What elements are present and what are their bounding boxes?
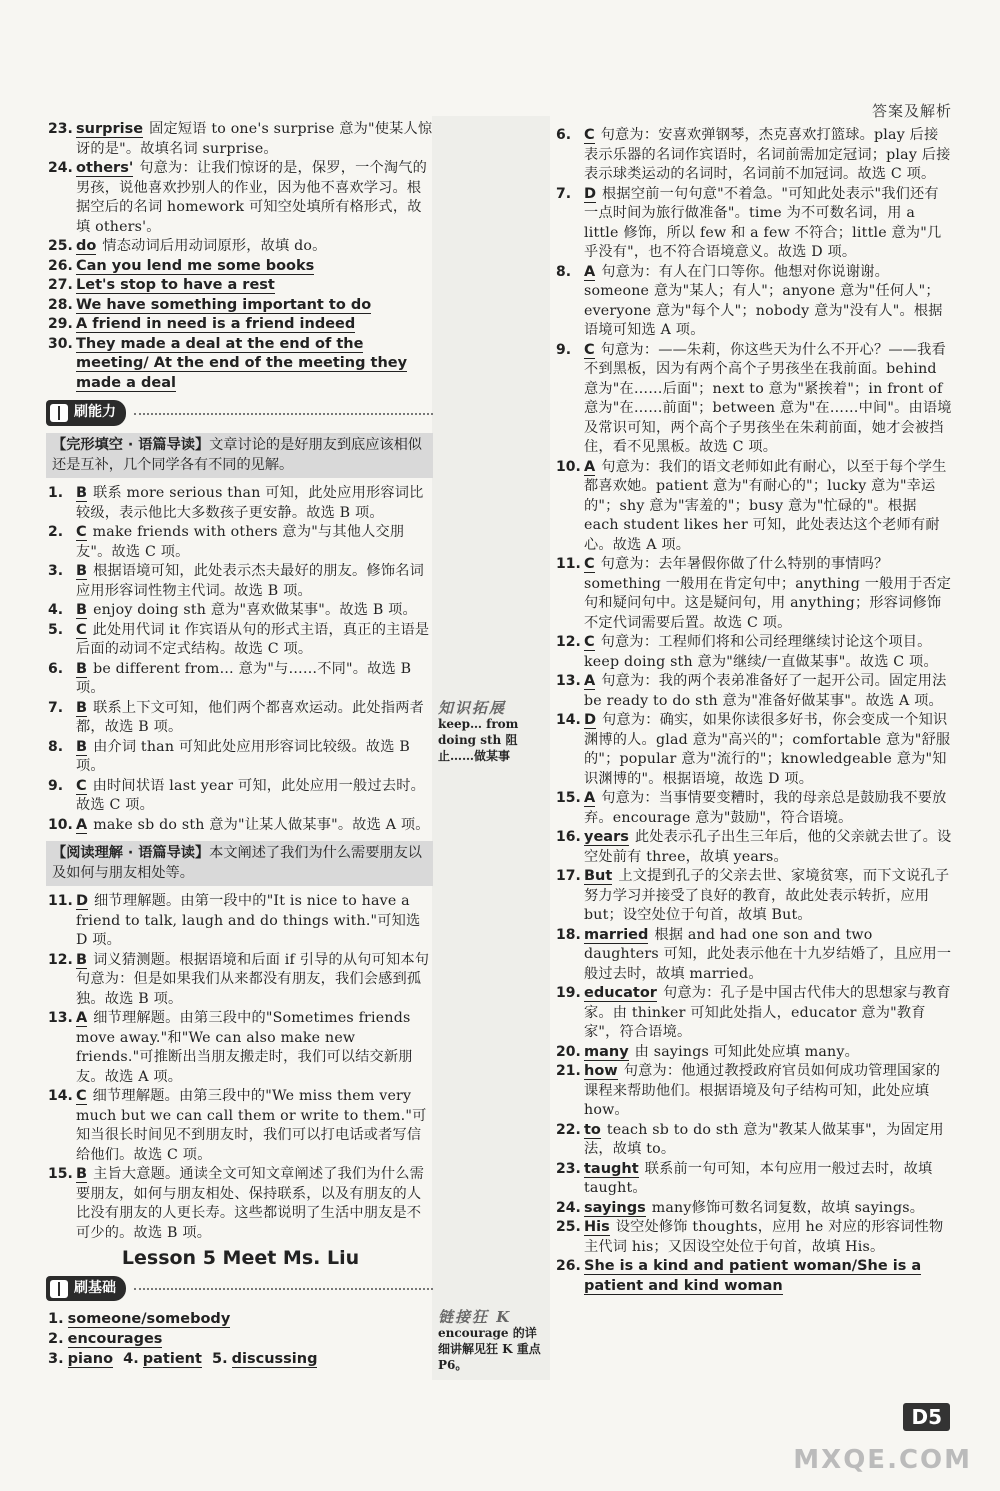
answer-key: D [76, 893, 89, 909]
answer-key: B [76, 738, 88, 755]
answer-number: 10. [48, 816, 73, 833]
answer-item [48, 1009, 433, 1087]
answer-number: 15. [48, 1166, 73, 1182]
answers-right [556, 126, 952, 1296]
answer-key: Can you lend me some books [76, 257, 315, 274]
answer-number: 4. [123, 1350, 139, 1367]
answer-explanation: 句意为：安喜欢弹钢琴，杰克喜欢打篮球。play 后接表示乐器的名词作宾语时，名词前需加定冠词；play 后接表示球类运动的名词时，名词前不加冠词。故选 C 项。 [584, 127, 951, 182]
answer-key: educator [584, 985, 657, 1001]
basic-tag [46, 1276, 126, 1302]
basic-label: 刷基础 [74, 1279, 116, 1296]
ability-tag [46, 400, 126, 426]
answer-key: D [584, 712, 597, 728]
answer-item [556, 1199, 952, 1219]
answer-text: someone/somebody [67, 1310, 231, 1327]
cloze-answers [48, 484, 433, 835]
section-ability-banner [46, 399, 433, 427]
answer-item [48, 237, 433, 257]
answer-key: married [584, 926, 649, 943]
answer-item [48, 120, 433, 159]
answer-explanation: 句意为：当事情要变糟时，我的母亲总是鼓励我不要放弃。encourage 意为"鼓励"，符合语境。 [584, 790, 947, 826]
answer-key: D [584, 185, 597, 202]
answer-explanation: 根据语境可知，此处表示杰夫最好的朋友。修饰名词应用形容词性物主代词。故选 B 项。 [76, 563, 424, 599]
answer-explanation: 由 sayings 可知此处应填 many。 [634, 1043, 859, 1060]
answer-number: 9. [556, 341, 572, 358]
answer-number: 19. [556, 985, 581, 1001]
answer-key: Let's stop to have a rest [76, 277, 275, 293]
answer-explanation: 情态动词后用动词原形，故填 do。 [102, 238, 327, 254]
answer-key: years [584, 829, 629, 845]
answer-item [48, 601, 433, 621]
reading-guide-title: 【阅读理解 · 语篇导读】 [52, 845, 210, 861]
answer-number: 8. [48, 738, 64, 755]
answer-number: 26. [48, 257, 73, 274]
answer-explanation: 句意为：工程师们将和公司经理继续讨论这个项目。keep doing sth 意为"继续/一直做某事"。故选 C 项。 [584, 634, 938, 670]
answer-key: But [584, 868, 613, 884]
answer-number: 3. [48, 1350, 64, 1367]
answer-explanation: 句意为：孔子是中国古代伟大的思想家与教育家。由 thinker 可知此处指人，educator 意为"教育家"，符合语境。 [584, 985, 951, 1040]
answer-key: We have something important to do [76, 296, 372, 313]
answer-key: C [584, 556, 595, 572]
answer-item [48, 276, 433, 296]
page-header: 答案及解析 [871, 102, 952, 120]
answer-key: C [584, 127, 595, 143]
answer-key: B [76, 699, 88, 716]
book-icon [50, 1280, 68, 1298]
answer-item [556, 1160, 952, 1199]
answer-number: 1. [48, 1310, 64, 1327]
answer-key: A [584, 673, 596, 689]
answer-number: 25. [556, 1219, 581, 1235]
answer-text: discussing [231, 1350, 318, 1367]
answer-key: how [584, 1063, 618, 1079]
ability-label: 刷能力 [74, 404, 116, 421]
cloze-guide-text: 文章讨论的是好朋友到底应该相似还是互补，几个同学各有不同的见解。 [52, 437, 422, 473]
answer-number: 24. [556, 1199, 581, 1216]
answer-number: 1. [48, 485, 64, 501]
answer-number: 3. [48, 563, 64, 579]
left-column [48, 120, 433, 1369]
answer-key: B [76, 485, 88, 501]
middle-notes [438, 700, 548, 1373]
answer-item [48, 816, 433, 836]
answer-explanation: 句意为：确实，如果你读很多好书，你会变成一个知识渊博的人。glad 意为"高兴的"；comfortable 意为"舒服的"；popular 意为"流行的"；knowledgeable 意为"知识渊博的"。根据语境，故选 D 项。 [584, 712, 951, 787]
answer-explanation: 联系前一句可知，本句应用一般过去时，故填 taught。 [584, 1160, 933, 1196]
answer-text: patient [142, 1350, 202, 1367]
answer-item [556, 633, 952, 672]
answer-explanation: 根据 and had one son and two daughters 可知，此处表示他在十九岁结婚了，且应用一般过去时，故填 married。 [584, 926, 952, 982]
answer-item [556, 126, 952, 185]
answer-explanation: teach sb to do sth 意为"教某人做某事"，为固定用法，故填 to。 [584, 1121, 944, 1157]
answer-explanation: 此处用代词 it 作宾语从句的形式主语，真正的主语是后面的动词不定式结构。故选 C 项。 [76, 621, 430, 657]
answer-item [48, 1087, 433, 1165]
answer-number: 16. [556, 829, 581, 845]
answer-explanation: 句意为：——朱莉，你这些天为什么不开心？——我看不到黑板，因为有两个高个子男孩坐在我前面。behind 意为"在……后面"；next to 意为"紧挨着"；in front of 意为"在……前面"；between 意为"在……中间"。由语境及常识可知，两个高个子男孩坐在朱莉前面，她才会被挡住，看不见黑板。故选 C 项。 [584, 341, 952, 455]
answer-key: sayings [584, 1199, 646, 1216]
answer-item [48, 1165, 433, 1243]
answer-explanation: 句意为：他通过教授政府官员如何成功管理国家的课程来帮助他们。根据语境及句子结构可知，此处应填 how。 [584, 1063, 941, 1118]
answer-number: 11. [556, 556, 581, 572]
answer-number: 2. [48, 524, 64, 540]
basic-answers [48, 1309, 433, 1369]
answer-explanation: 主旨大意题。通读全文可知文章阐述了我们为什么需要朋友，如何与朋友相处、保持联系，以及有朋友的人比没有朋友的人更长寿。这些都说明了生活中朋友是不可少的。故选 B 项。 [76, 1166, 424, 1241]
answer-key: A [584, 263, 596, 280]
answer-item [48, 738, 433, 777]
answer-explanation: 细节理解题。由第三段中的"We miss them very much but we can call them or write to them."可知当很长时间见不到朋友时，我们可以打电话或者写信给他们。故选 C 项。 [76, 1088, 427, 1163]
answer-item [556, 341, 952, 458]
answer-number: 22. [556, 1121, 581, 1138]
answer-explanation: make sb do sth 意为"让某人做某事"。故选 A 项。 [93, 816, 430, 833]
answer-key: A [584, 790, 596, 806]
answer-key: She is a kind and patient woman/She is a patient and kind woman [584, 1258, 922, 1294]
answer-explanation: 句意为：我们的语文老师如此有耐心，以至于每个学生都喜欢她。patient 意为"有耐心的"；lucky 意为"幸运的"；shy 意为"害羞的"；busy 意为"忙碌的"。根据 each student likes her 可知，此处表达这个老师有耐心。故选 A 项。 [584, 458, 947, 553]
answer-number: 7. [556, 185, 572, 202]
answer-number: 10. [556, 458, 581, 475]
answer-number: 12. [48, 951, 73, 968]
answer-number: 14. [556, 712, 581, 728]
watermark: MXQE.COM [793, 1445, 972, 1475]
answer-item [48, 523, 433, 562]
answer-explanation: 固定短语 to one's surprise 意为"使某人惊讶的是"。故填名词 surprise。 [76, 121, 433, 157]
answer-number: 7. [48, 699, 64, 716]
answer-item [48, 296, 433, 316]
answer-text: piano [67, 1350, 114, 1367]
answer-item [556, 185, 952, 263]
answer-number: 6. [556, 127, 572, 143]
answer-item [556, 1062, 952, 1121]
answer-number: 4. [48, 602, 64, 618]
answer-number: 20. [556, 1043, 581, 1060]
answer-number: 23. [556, 1160, 581, 1177]
answer-item [48, 159, 433, 237]
answer-number: 13. [48, 1010, 73, 1026]
reading-answers [48, 892, 433, 1243]
answer-explanation: 由介词 than 可知此处应用形容词比较级。故选 B 项。 [76, 738, 411, 774]
cloze-guide [46, 433, 433, 478]
book-icon [50, 404, 68, 422]
link-note [438, 1309, 548, 1373]
answer-key: B [76, 602, 88, 618]
knowledge-note [438, 700, 548, 764]
answer-key: C [584, 341, 595, 358]
answer-item [48, 484, 433, 523]
answer-number: 29. [48, 316, 73, 332]
basic-answer-row [48, 1309, 433, 1329]
answer-number: 24. [48, 160, 73, 176]
answer-number: 5. [48, 621, 64, 638]
section-basic-banner [46, 1275, 433, 1303]
answer-key: C [76, 1088, 87, 1104]
knowledge-text: keep… from doing sth 阻止……做某事 [438, 717, 519, 763]
answer-item [48, 951, 433, 1010]
answer-key: C [76, 777, 87, 794]
answer-number: 17. [556, 868, 581, 884]
page-number: D5 [903, 1403, 950, 1431]
answer-item [48, 660, 433, 699]
answer-number: 28. [48, 296, 73, 313]
answers-23-30 [48, 120, 433, 393]
answer-explanation: 联系 more serious than 可知，此处应用形容词比较级，表示他比大多数孩子更安静。故选 B 项。 [76, 485, 424, 521]
answer-key: C [76, 524, 87, 540]
answer-key: B [76, 563, 88, 579]
answer-key: others' [76, 160, 134, 176]
answer-explanation: make friends with others 意为"与其他人交朋友"。故选 C 项。 [76, 524, 405, 560]
answer-key: C [584, 634, 595, 650]
answer-item [48, 699, 433, 738]
answer-explanation: 联系上下文可知，他们两个都喜欢运动。此处指两者都，故选 B 项。 [76, 699, 424, 735]
answer-item [48, 257, 433, 277]
answer-key: A [76, 1010, 88, 1026]
answer-item [48, 562, 433, 601]
answer-item [48, 335, 433, 394]
answer-explanation: enjoy doing sth 意为"喜欢做某事"。故选 B 项。 [93, 602, 417, 618]
answer-item [48, 777, 433, 816]
knowledge-title: 知识拓展 [438, 699, 507, 717]
answer-item [556, 1043, 952, 1063]
banner-divider [134, 412, 433, 415]
link-text: encourage 的详细讲解见狂 K 重点 P6。 [438, 1326, 541, 1372]
answer-item [556, 263, 952, 341]
answer-number: 2. [48, 1330, 64, 1347]
answer-explanation: 此处表示孔子出生三年后，他的父亲就去世了。设空处前有 three，故填 years。 [584, 829, 952, 865]
answer-explanation: 句意为：让我们惊讶的是，保罗，一个淘气的男孩，说他喜欢抄别人的作业，因为他不喜欢学习。根据空后的名词 homework 可知空处填所有格形式，故填 others'。 [76, 160, 428, 235]
answer-explanation: 设空处修饰 thoughts，应用 he 对应的形容词性物主代词 his；又因设空处位于句首，故填 His。 [584, 1219, 944, 1255]
right-column [556, 126, 952, 1296]
answer-item [556, 555, 952, 633]
answer-key: taught [584, 1160, 639, 1177]
basic-answer-row [48, 1349, 433, 1369]
reading-guide-text: 本文阐述了我们为什么需要朋友以及如何与朋友相处等。 [52, 845, 422, 881]
answer-number: 26. [556, 1258, 581, 1274]
lesson-title: Lesson 5 Meet Ms. Liu [121, 1247, 360, 1269]
answer-item [556, 867, 952, 926]
answer-explanation: 句意为：有人在门口等你。他想对你说谢谢。someone 意为"某人；有人"；anyone 意为"任何人"；everyone 意为"每个人"；nobody 意为"没有人"。根据语境可知选 A 项。 [584, 263, 943, 338]
answer-item [556, 458, 952, 556]
answer-item [48, 315, 433, 335]
answer-item [48, 892, 433, 951]
answer-number: 8. [556, 263, 572, 280]
answer-item [556, 984, 952, 1043]
answer-number: 15. [556, 790, 581, 806]
answer-key: B [76, 660, 88, 677]
answer-explanation: be different from… 意为"与……不同"。故选 B 项。 [76, 660, 412, 696]
answer-number: 13. [556, 673, 581, 689]
answer-explanation: 句意为：去年暑假你做了什么特别的事情吗？something 一般用在肯定句中；anything 一般用于否定句和疑问句中。这是疑问句，用 anything；形容词修饰不定代词需要后置。故选 C 项。 [584, 556, 952, 631]
answer-key: C [76, 621, 87, 638]
reading-guide [46, 841, 433, 886]
answer-number: 25. [48, 238, 73, 254]
answer-explanation: many修饰可数名词复数，故填 sayings。 [651, 1199, 925, 1216]
answer-key: do [76, 238, 97, 254]
answer-number: 21. [556, 1063, 581, 1079]
answer-explanation: 细节理解题。由第一段中的"It is nice to have a friend to talk, laugh and do things with."可知选 D 项。 [76, 893, 421, 948]
answer-key: B [76, 951, 88, 968]
basic-answer-row [48, 1329, 433, 1349]
answer-explanation: 根据空前一句句意"不着急。"可知此处表示"我们还有一点时间为旅行做准备"。time 为不可数名词，用 a little 修饰，所以 few 和 a few 不符合；little 意为"几乎没有"，也不符合语境意义。故选 D 项。 [584, 185, 942, 260]
answer-key: They made a deal at the end of the meeting/ At the end of the meeting they made a deal [76, 335, 408, 391]
answer-item [556, 711, 952, 789]
answer-key: A [76, 816, 88, 833]
answer-key: A [584, 458, 596, 475]
answer-explanation: 句意为：我的两个表弟准备好了一起开公司。固定用法 be ready to do sth 意为"准备好做某事"。故选 A 项。 [584, 673, 947, 709]
banner-divider [134, 1287, 433, 1290]
answer-item [556, 1121, 952, 1160]
answer-number: 11. [48, 893, 73, 909]
answer-key: His [584, 1219, 610, 1235]
answer-number: 5. [212, 1350, 228, 1367]
answer-number: 27. [48, 277, 73, 293]
answer-item [556, 926, 952, 985]
answer-item [556, 789, 952, 828]
answer-explanation: 由时间状语 last year 可知，此处应用一般过去时。故选 C 项。 [76, 777, 425, 813]
answer-item [556, 828, 952, 867]
answer-key: B [76, 1166, 88, 1182]
answer-number: 12. [556, 634, 581, 650]
answer-number: 9. [48, 777, 64, 794]
answer-item [556, 1218, 952, 1257]
answer-number: 6. [48, 660, 64, 677]
answer-number: 23. [48, 121, 73, 137]
link-title: 链接狂 K [438, 1308, 512, 1326]
answer-key: surprise [76, 121, 144, 137]
answer-explanation: 上文提到孔子的父亲去世、家境贫寒，而下文说孔子努力学习并接受了良好的教育，故此处表示转折，应用 but；设空处位于句首，故填 But。 [584, 868, 950, 923]
answer-explanation: 细节理解题。由第三段中的"Sometimes friends move away."和"We can also make new friends."可推断出当朋友搬走时，我们可以结交新朋友。故选 A 项。 [76, 1010, 413, 1085]
answer-number: 18. [556, 926, 581, 943]
answer-item [48, 621, 433, 660]
answer-item [556, 672, 952, 711]
answer-number: 14. [48, 1088, 73, 1104]
answer-key: to [584, 1121, 601, 1138]
answer-text: encourages [67, 1330, 163, 1347]
answer-key: many [584, 1043, 629, 1060]
cloze-guide-title: 【完形填空 · 语篇导读】 [52, 437, 210, 453]
answer-number: 30. [48, 335, 73, 352]
answer-key: A friend in need is a friend indeed [76, 316, 356, 332]
answer-item [556, 1257, 952, 1296]
answer-explanation: 词义猜测题。根据语境和后面 if 引导的从句可知本句句意为：但是如果我们从来都没有朋友，我们会感到孤独。故选 B 项。 [76, 951, 430, 1007]
